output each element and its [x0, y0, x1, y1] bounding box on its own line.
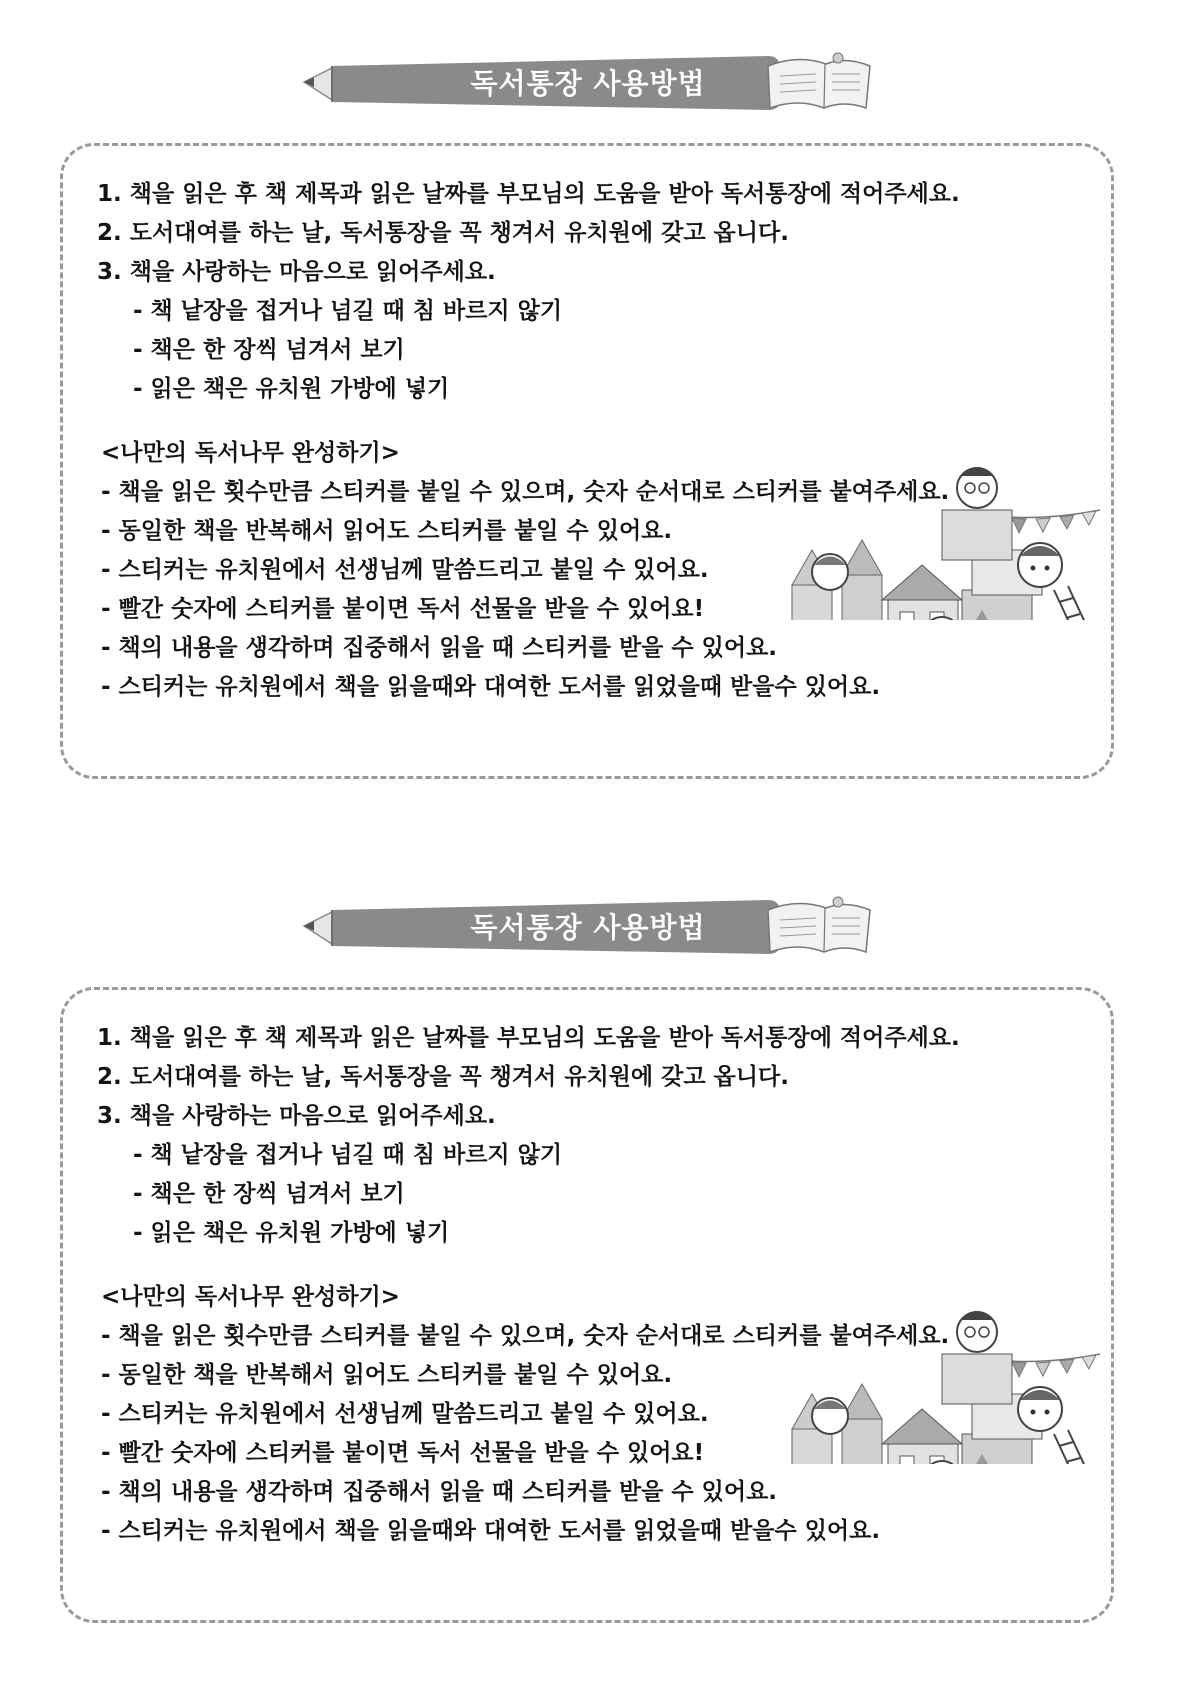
instruction-line: 2. 도서대여를 하는 날, 독서통장을 꼭 챙겨서 유치원에 갖고 옵니다.	[97, 220, 789, 246]
instruction-subline: - 책 낱장을 접거나 넘길 때 침 바르지 않기	[133, 1142, 563, 1168]
tree-rule: - 스티커는 유치원에서 선생님께 말씀드리고 붙일 수 있어요.	[101, 1401, 709, 1427]
page-title: 독서통장 사용방법	[470, 67, 706, 100]
tree-rule: - 스티커는 유치원에서 선생님께 말씀드리고 붙일 수 있어요.	[101, 557, 709, 583]
tree-rule: - 동일한 책을 반복해서 읽어도 스티커를 붙일 수 있어요.	[101, 518, 673, 544]
title-banner	[298, 52, 878, 116]
instruction-line: 1. 책을 읽은 후 책 제목과 읽은 날짜를 부모님의 도움을 받아 독서통장에 적어주세요.	[97, 1025, 960, 1051]
tree-rule: - 스티커는 유치원에서 책을 읽을때와 대여한 도서를 읽었을때 받을수 있어요.	[101, 1518, 881, 1544]
tree-rule: - 빨간 숫자에 스티커를 붙이면 독서 선물을 받을 수 있어요!	[101, 596, 705, 622]
tree-rule: - 빨간 숫자에 스티커를 붙이면 독서 선물을 받을 수 있어요!	[101, 1440, 705, 1466]
instruction-subline: - 읽은 책은 유치원 가방에 넣기	[133, 376, 450, 402]
instruction-line: 1. 책을 읽은 후 책 제목과 읽은 날짜를 부모님의 도움을 받아 독서통장에 적어주세요.	[97, 181, 960, 207]
instruction-subline: - 책 낱장을 접거나 넘길 때 침 바르지 않기	[133, 298, 563, 324]
instruction-line: 3. 책을 사랑하는 마음으로 읽어주세요.	[97, 259, 496, 285]
page-title: 독서통장 사용방법	[470, 911, 706, 944]
instruction-subline: - 책은 한 장씩 넘겨서 보기	[133, 337, 405, 363]
tree-heading: <나만의 독서나무 완성하기>	[101, 440, 400, 466]
instruction-subline: - 책은 한 장씩 넘겨서 보기	[133, 1181, 405, 1207]
tree-rule: - 책을 읽은 횟수만큼 스티커를 붙일 수 있으며, 숫자 순서대로 스티커를 붙여주세요.	[101, 1323, 950, 1349]
instruction-subline: - 읽은 책은 유치원 가방에 넣기	[133, 1220, 450, 1246]
instruction-line: 3. 책을 사랑하는 마음으로 읽어주세요.	[97, 1103, 496, 1129]
title-banner	[298, 896, 878, 960]
kids-reading-illustration-icon	[782, 360, 1122, 620]
tree-rule: - 책의 내용을 생각하며 집중해서 읽을 때 스티커를 받을 수 있어요.	[101, 635, 778, 661]
tree-rule: - 책의 내용을 생각하며 집중해서 읽을 때 스티커를 받을 수 있어요.	[101, 1479, 778, 1505]
instruction-line: 2. 도서대여를 하는 날, 독서통장을 꼭 챙겨서 유치원에 갖고 옵니다.	[97, 1064, 789, 1090]
tree-rule: - 책을 읽은 횟수만큼 스티커를 붙일 수 있으며, 숫자 순서대로 스티커를 붙여주세요.	[101, 479, 950, 505]
tree-heading: <나만의 독서나무 완성하기>	[101, 1284, 400, 1310]
usage-guide-section	[0, 844, 1181, 1688]
tree-rule: - 스티커는 유치원에서 책을 읽을때와 대여한 도서를 읽었을때 받을수 있어요.	[101, 674, 881, 700]
kids-reading-illustration-icon	[782, 1204, 1122, 1464]
tree-rule: - 동일한 책을 반복해서 읽어도 스티커를 붙일 수 있어요.	[101, 1362, 673, 1388]
